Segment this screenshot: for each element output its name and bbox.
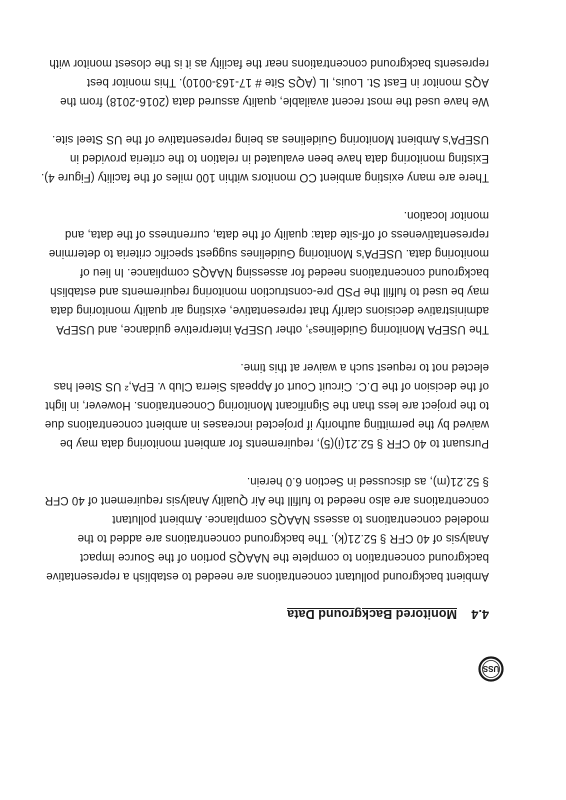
paragraph-1-line-6: § 52.21(m), as discussed in Section 6.0 herein. [246,475,489,487]
paragraph-4-line-1: There are many existing ambient CO monitors within 100 miles of the facility (Figure 4). [41,171,489,183]
paragraph-5-line-1: We have used the most recent available, quality assured data (2016-2018) from the [60,95,489,107]
paragraph-3-line-2: administrative decisions clarify that representative, existing air quality monitoring data [50,304,489,316]
paragraph-3-line-3: may be used to fulfill the PSD pre-construction monitoring requirements and establish [50,285,489,297]
paragraph-1-line-4: modeled concentrations to assess NAAQS compliance. Ambient pollutant [112,513,489,525]
paragraph-2-line-5: elected not to request such a waiver at this time. [240,361,489,373]
paragraph-1-line-1: Ambient background pollutant concentrations are needed to establish a representative [46,570,489,582]
section-heading [287,607,489,621]
uss-logo-icon [478,656,504,682]
paragraph-5-line-3: represents background concentrations near the facility as it is the closest monitor with [49,57,489,69]
paragraph-5-line-2: AQS monitor in East St. Louis, IL (AQS Site # 17-163-0010). This monitor best [86,76,489,88]
paragraph-3-line-6: representativeness of off-site data: quality of the data, currentness of the data, and [64,228,489,240]
paragraph-1-line-3: Analysis of 40 CFR § 52.21(k). The background concentrations are added to the [77,532,489,544]
section-number: 4.4 [471,607,489,621]
paragraph-2-line-2: waived by the permitting authority if projected increases in ambient concentrations due [44,418,489,430]
paragraph-4-line-2: Existing monitoring data have been evaluated in relation to the criteria provided in [69,152,489,164]
paragraph-1-line-2: background concentration to complete the NAAQS portion of the Source Impact [79,551,489,563]
section-title: Monitored Background Data [287,607,457,621]
paragraph-2-line-4: of the decision of the D.C. Circuit Court of Appeals Sierra Club v. EPA,² US Steel has [53,380,489,392]
paragraph-2-line-1: Pursuant to 40 CFR § 52.21(i)(5), requirements for ambient monitoring data may be [59,437,489,449]
paragraph-3-line-4: background concentrations needed for assessing NAAQS compliance. In lieu of [79,266,489,278]
paragraph-4-line-3: USEPA's Ambient Monitoring Guidelines as being representative of the US Steel site. [52,133,489,145]
paragraph-1-line-5: concentrations are also needed to fulfill the Air Quality Analysis requirement of 40 CFR [44,494,489,506]
paragraph-3-line-1: The USEPA Monitoring Guidelines³, other USEPA interpretive guidance, and USEPA [56,323,489,335]
logo-text: USS [482,664,500,673]
paragraph-3-line-5: monitoring data. USEPA's Monitoring Guidelines suggest specific criteria to determine [48,247,489,259]
paragraph-2-line-3: to the project are less than the Significant Monitoring Concentrations. However, in light [45,399,489,411]
paragraph-3-line-7: monitor location. [403,209,489,221]
